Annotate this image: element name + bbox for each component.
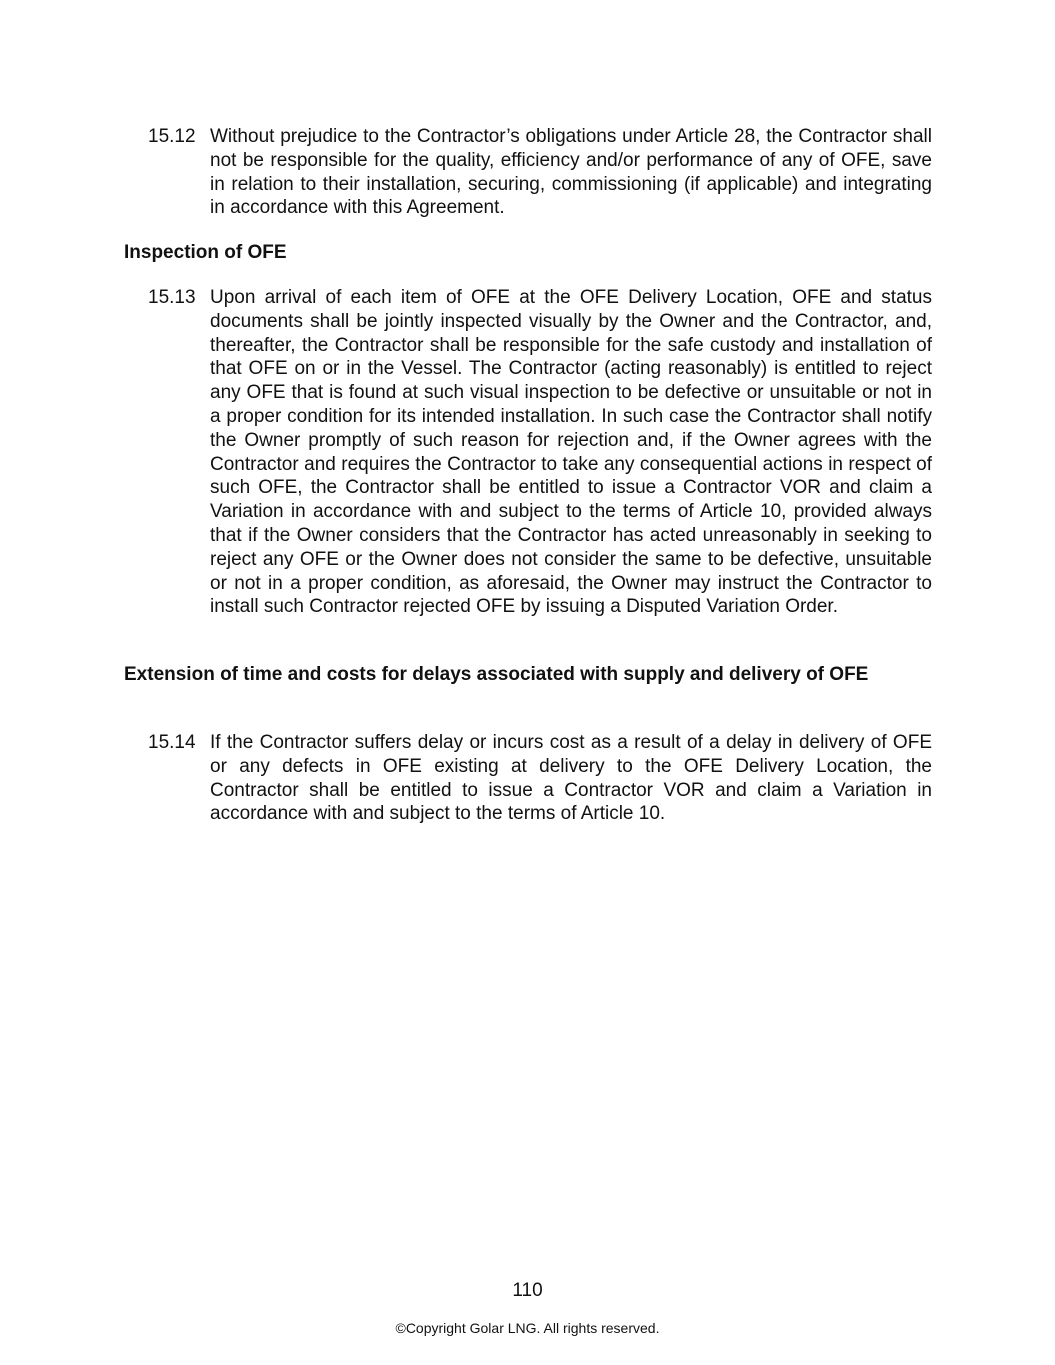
clause-15-14 bbox=[148, 731, 932, 826]
clause-text: Without prejudice to the Contractor’s obligations under Article 28, the Contractor shall not be responsible for the quality, efficiency and/or performance of any of OFE, save in relation to their installation, securing, commissioning (if applicable) and integrating in accordance with this Agreement. bbox=[210, 126, 932, 219]
clause-number: 15.13 bbox=[148, 287, 196, 308]
page-number: 110 bbox=[512, 1280, 543, 1301]
copyright-notice: ©Copyright Golar LNG. All rights reserved. bbox=[395, 1320, 660, 1336]
clause-text: If the Contractor suffers delay or incurs cost as a result of a delay in delivery of OFE or any defects in OFE existing at delivery to the OFE Delivery Location, the Contractor shall be entitled to issue a Contractor VOR and claim a Variation in accordance with and subject to the terms of Article 10. bbox=[210, 732, 932, 825]
clause-15-13 bbox=[148, 286, 932, 619]
clause-15-12 bbox=[148, 125, 932, 220]
clause-number: 15.12 bbox=[148, 126, 196, 147]
clause-text: Upon arrival of each item of OFE at the OFE Delivery Location, OFE and status documents shall be jointly inspected visually by the Owner and the Contractor, and, thereafter, the Contractor shall be responsible for the safe custody and installation of that OFE on or in the Vessel. The Contractor (acting reasonably) is entitled to reject any OFE that is found at such visual inspection to be defective or unsuitable or not in a proper condition for its intended installation. In such case the Contractor shall notify the Owner promptly of such reason for rejection and, if the Owner agrees with the Contractor and requires the Contractor to take any consequential actions in respect of such OFE, the Contractor shall be entitled to issue a Contractor VOR and claim a Variation in accordance with and subject to the terms of Article 10, provided always that if the Owner considers that the Contractor has acted unreasonably in seeking to reject any OFE or the Owner does not consider the same to be defective, unsuitable or not in a proper condition, as aforesaid, the Owner may instruct the Contractor to install such Contractor rejected OFE by issuing a Disputed Variation Order. bbox=[210, 287, 932, 618]
section-heading-inspection: Inspection of OFE bbox=[124, 242, 287, 263]
section-heading-extension: Extension of time and costs for delays associated with supply and delivery of OFE bbox=[124, 664, 869, 685]
clause-number: 15.14 bbox=[148, 732, 196, 753]
